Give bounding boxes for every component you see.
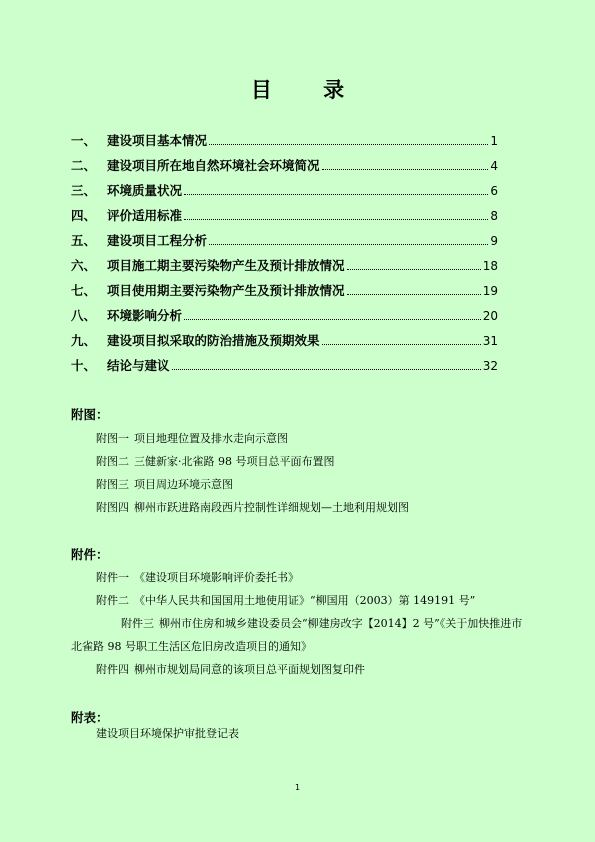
toc-number: 六、 — [71, 258, 97, 273]
toc-entry[interactable] — [71, 331, 498, 356]
toc-entry[interactable] — [71, 131, 498, 156]
toc-page: 1 — [490, 134, 498, 148]
toc-number: 八、 — [71, 308, 97, 323]
figure-prefix: 附图四 — [96, 501, 129, 514]
toc-leader — [322, 169, 489, 170]
attachment-prefix: 附件四 — [96, 663, 129, 676]
toc-entry[interactable] — [71, 231, 498, 256]
attachment-item — [71, 566, 531, 589]
toc-number: 九、 — [71, 333, 97, 348]
figures-heading: 附图： — [71, 407, 109, 422]
toc-number: 三、 — [71, 183, 97, 198]
page-number: 1 — [294, 783, 301, 792]
attachment-text: 柳州市规划局同意的该项目总平面规划图复印件 — [134, 663, 365, 676]
figure-item — [71, 473, 531, 496]
toc-title: 项目使用期主要污染物产生及预计排放情况 — [107, 283, 345, 298]
toc-entry[interactable] — [71, 181, 498, 206]
toc-page: 20 — [482, 309, 498, 323]
toc-entry[interactable] — [71, 356, 498, 381]
toc-title: 建设项目工程分析 — [107, 233, 208, 248]
toc-page: 4 — [490, 159, 498, 173]
figure-item — [71, 496, 531, 519]
toc-page: 31 — [482, 334, 498, 348]
page-title: 目 录 — [250, 78, 367, 102]
toc-leader — [209, 244, 488, 245]
toc-title: 建设项目所在地自然环境社会环境简况 — [107, 158, 320, 173]
attachment-prefix: 附件一 — [96, 571, 129, 584]
figure-item — [71, 450, 531, 473]
toc-leader — [184, 194, 488, 195]
attachment-text: 《建设项目环境影响评价委托书》 — [134, 571, 299, 584]
table-text: 建设项目环境保护审批登记表 — [96, 727, 239, 740]
tables-list — [71, 722, 531, 745]
figure-prefix: 附图二 — [96, 455, 129, 468]
toc-title: 环境影响分析 — [107, 308, 183, 323]
toc-title: 建设项目拟采取的防治措施及预期效果 — [107, 333, 320, 348]
toc-number: 二、 — [71, 158, 97, 173]
toc-leader — [322, 344, 481, 345]
table-item — [71, 722, 531, 745]
attachment-prefix: 附件三 — [121, 617, 154, 630]
toc-leader — [172, 369, 481, 370]
toc-page: 6 — [490, 184, 498, 198]
attachment-item — [71, 612, 526, 658]
toc-entry[interactable] — [71, 281, 498, 306]
attachment-text: 柳州市住房和城乡建设委员会“柳建房改字【2014】2 号”《关于加快推进市北雀路 98 号职工生活区危旧房改造项目的通知》 — [71, 617, 523, 653]
toc-page: 19 — [482, 284, 498, 298]
attachments-heading: 附件： — [71, 547, 109, 562]
toc-page: 18 — [482, 259, 498, 273]
figure-prefix: 附图三 — [96, 478, 129, 491]
toc-leader — [184, 219, 488, 220]
tables-heading: 附表： — [71, 710, 109, 725]
attachment-prefix: 附件二 — [96, 594, 129, 607]
toc-page: 32 — [482, 359, 498, 373]
figures-list — [71, 427, 531, 519]
attachment-item — [71, 658, 531, 681]
table-of-contents — [71, 131, 498, 381]
attachments-list — [71, 566, 531, 681]
toc-page: 8 — [490, 209, 498, 223]
figure-text: 项目周边环境示意图 — [134, 478, 233, 491]
toc-number: 七、 — [71, 283, 97, 298]
figure-item — [71, 427, 531, 450]
toc-entry[interactable] — [71, 306, 498, 331]
toc-leader — [184, 319, 481, 320]
toc-number: 十、 — [71, 358, 97, 373]
toc-number: 一、 — [71, 133, 97, 148]
figure-prefix: 附图一 — [96, 432, 129, 445]
toc-entry[interactable] — [71, 156, 498, 181]
figure-text: 项目地理位置及排水走向示意图 — [134, 432, 288, 445]
toc-title: 项目施工期主要污染物产生及预计排放情况 — [107, 258, 345, 273]
toc-entry[interactable] — [71, 206, 498, 231]
toc-page: 9 — [490, 234, 498, 248]
toc-leader — [347, 294, 481, 295]
toc-leader — [209, 144, 488, 145]
attachment-item — [71, 589, 531, 612]
figure-text: 柳州市跃进路南段西片控制性详细规划—土地利用规划图 — [134, 501, 409, 514]
toc-title: 评价适用标准 — [107, 208, 183, 223]
toc-title: 建设项目基本情况 — [107, 133, 208, 148]
toc-leader — [347, 269, 481, 270]
toc-number: 五、 — [71, 233, 97, 248]
toc-number: 四、 — [71, 208, 97, 223]
toc-entry[interactable] — [71, 256, 498, 281]
toc-title: 结论与建议 — [107, 358, 170, 373]
toc-title: 环境质量状况 — [107, 183, 183, 198]
attachment-text: 《中华人民共和国国用土地使用证》“柳国用（2003）第 149191 号” — [134, 594, 476, 607]
figure-text: 三健新家·北雀路 98 号项目总平面布置图 — [134, 455, 335, 468]
